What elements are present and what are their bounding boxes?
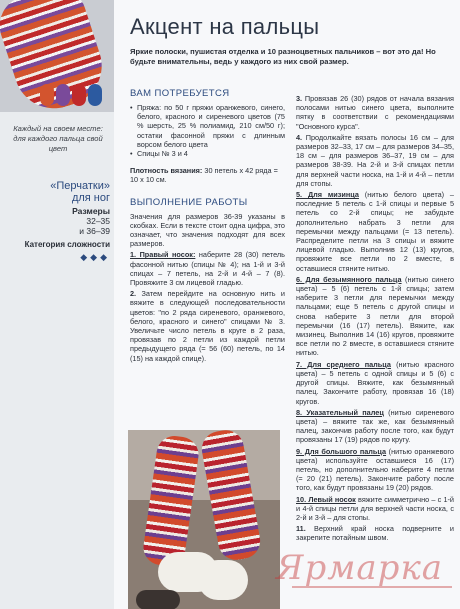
series-info [6,180,110,263]
step-9 [296,447,454,493]
step-title: 11. [296,524,306,534]
step-text: Продолжайте вязать полосы 16 см – для размеров 32–33, 17 см – для размеров 34–35, 18 см – для размеров 36–37, 19 см – для размеров 38-39. На 2-й и 3-й спицах петли для верхней части носка, на 1-й и 4-й – петли для стопы. [296,132,454,188]
step-title: 2. [130,289,137,299]
step-10 [296,495,454,523]
toe-shape [72,84,86,106]
toe-shape [56,84,70,106]
gauge-value: 30 петель x 42 ряда = 10 x 10 см. [130,166,278,185]
toe-shape [88,84,102,106]
step-3 [296,94,454,131]
sock-photo [0,0,114,112]
step-title: 5. Для мизинца [296,190,359,200]
article-title: Акцент на пальцы [130,14,320,39]
step-text: Провязав 26 (30) рядов от начала вязания полосами нитью синего цвета, выполните пятку в соответствии с рекомендациями "Основного курса". [296,94,454,131]
step-title: 8. Указательный палец [296,407,384,417]
sidebar [0,0,114,609]
step-text: Затем перейдите на основную нить и вяжите в следующей последовательности цветов: "по 2 ряда сиреневого, оранжевого, белого, красного и синего" спицами № 3. Увеличьте число петель в круге в 2 раза, провязав по 2 петли из каждой петли предыдущего ряда (= 56 (60) петель, по 14 (15) на каждой спице). [130,289,286,363]
shoe-shape [136,590,180,609]
fur-trim [198,560,248,600]
step-5 [296,190,454,273]
column-left [130,88,285,363]
sizes-label: Размеры [72,206,110,216]
step-text: (нитью красного цвета) – 5 петель с одной спицы и 5 (6) с другой спицы. Вяжите, как безымянный палец. Закончите работу, провязав 16 (18) кругов. [296,359,454,406]
step-8 [296,408,454,445]
step-text: вяжите симметрично – с 1-й и 4-й спицы петли для верхней части носка, с 2-й и 3-й – для стопы. [296,494,455,522]
step-title: 9. Для большого пальца [296,446,387,456]
series-title: «Перчатки» [50,180,110,192]
difficulty-diamond-icons: ◆◆◆ [80,252,110,262]
materials-item: • Пряжа: по 50 г пряжи оранжевого, синего, белого, красного и сиреневого цветов (75 % шерсть, 25 % полиамид, 210 см/50 г); остатки фасонной пряжи с длинным ворсом белого цвета [130,103,285,149]
photo-caption: Каждый на своем месте: для каждого пальца свой цвет [13,124,103,153]
gauge-label: Плотность вязания: [130,166,203,176]
step-4 [296,133,454,188]
series-subtitle: для ног [71,192,110,204]
step-text: (нитью сиреневого цвета) – вяжите так же, как безымянный палец, закончив работу после того, как будут провязаны 17 (19) рядов по кругу. [296,407,454,445]
step-11 [296,524,454,542]
watermark-underline [292,586,452,588]
step-title: 3. [296,94,303,103]
article-lead: Яркие полоски, пушистая отделка и 10 разноцветных пальчиков – вот это да! Но будьте внимательны, ведь у каждого из них свой размер. [130,47,436,66]
instructions-intro: Значения для размеров 36-39 указаны в скобках. Если в тексте стоит одна цифра, это означает, что значения подходят для всех размеров. [130,211,285,249]
difficulty-label: Категория сложности [24,240,110,249]
step-title: 6. Для безымянного пальца [296,274,402,284]
step-text: (нитью оранжевого цвета) используйте оставшиеся 16 (17) петель, но дополнительно наберите 4 петли (= 20 (21) петель). Закончите работу после того, как будут провязаны 19 (20) рядов. [296,446,454,493]
gauge-line [130,166,285,184]
materials-heading: ВАМ ПОТРЕБУЕТСЯ [130,88,230,99]
step-6 [296,275,454,358]
step-title: 4. [296,132,303,142]
materials-list [130,103,285,158]
watermark-logo: Ярмарка [276,548,444,588]
materials-item: • Спицы № 3 и 4 [130,149,285,158]
step-title: 10. Левый носок [296,494,356,504]
sizes-value-1: 32–35 [86,216,110,226]
legs-photo [128,430,280,609]
step-title: 1. Правый носок: [130,250,196,260]
step-7 [296,360,454,406]
toe-shape [40,84,54,106]
step-text: Верхний край носка подверните и закрепите потайным швом. [296,524,454,543]
column-right [296,92,454,543]
instructions-heading: ВЫПОЛНЕНИЕ РАБОТЫ [130,196,248,208]
step-text: (нитью белого цвета) – последние 5 петель с 1-й спицы и первые 5 петель со 2-й спицы; не забудьте дополнительно набрать 3 петли для перемычки между пальцами (= 13 петель). Распределите петли на 3 спицы и вяжите лицевой гладью. Выполнив 12 (13) кругов, провяжите все петли по 2 вместе, в оставшиеся стяните нитью. [296,190,454,273]
step-text: (нитью синего цвета) – 5 (6) петель с 1-й спицы; затем наберите 3 петли для перемычки между пальцами; еще 5 петель с другой спицы и снова наберите 3 петли для второй перемычки (16 (17) петель). Вяжите, как мизинец. Выполнив 14 (16) кругов, провяжите все петли по 2 вместе, в оставшиеся стяните нитью. [296,274,455,358]
step-title: 7. Для среднего пальца [296,359,391,369]
step-2 [130,289,285,363]
sizes-value-2: и 36–39 [79,226,110,236]
step-text: наберите 28 (30) петель фасонной нитью (спицы № 4); на 1-й и 3-й спицах – 7 петель, на 2-й и 4-й – 7 (8). Провяжите 3 см лицевой гладью. [130,250,285,288]
step-1 [130,250,285,287]
